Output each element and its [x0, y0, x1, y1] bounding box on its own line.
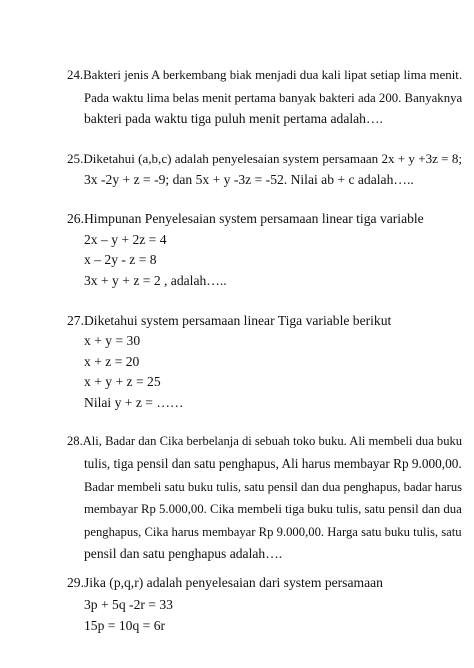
question-24-line-1: 24.Bakteri jenis A berkembang biak menjadi dua kali lipat setiap lima menit. — [67, 68, 463, 82]
question-27-question-line: Nilai y + z = …… — [84, 395, 184, 410]
question-24-line-2: Pada waktu lima belas menit pertama banyak bakteri ada 200. Banyaknya — [84, 91, 463, 105]
question-26-equation-2: x – 2y - z = 8 — [84, 252, 157, 267]
question-27-equation-2: x + z = 20 — [84, 354, 140, 369]
question-28-line-6: pensil dan satu penghapus adalah…. — [84, 546, 283, 561]
question-27-equation-1: x + y = 30 — [84, 333, 141, 348]
question-28-line-3: Badar membeli satu buku tulis, satu pensil dan dua penghapus, badar harus — [84, 480, 463, 494]
question-28-line-1: 28.Ali, Badar dan Cika berbelanja di sebuah toko buku. Ali membeli dua buku — [67, 434, 463, 448]
question-26-equation-3: 3x + y + z = 2 , adalah….. — [84, 273, 227, 288]
question-28-line-2: tulis, tiga pensil dan satu penghapus, Ali harus membayar Rp 9.000,00. — [84, 456, 462, 471]
question-27-line-1: 27.Diketahui system persamaan linear Tiga variable berikut — [67, 313, 392, 328]
question-27-equation-3: x + y + z = 25 — [84, 374, 161, 389]
question-26-line-1: 26.Himpunan Penyelesaian system persamaan linear tiga variable — [67, 211, 424, 226]
question-29-equation-1: 3p + 5q -2r = 33 — [84, 597, 173, 612]
question-25-line-2: 3x -2y + z = -9; dan 5x + y -3z = -52. Nilai ab + c adalah….. — [84, 172, 414, 187]
question-25-line-1: 25.Diketahui (a,b,c) adalah penyelesaian system persamaan 2x + y +3z = 8; — [67, 151, 462, 166]
question-26-equation-1: 2x – y + 2z = 4 — [84, 232, 167, 247]
question-24-line-3: bakteri pada waktu tiga puluh menit pertama adalah…. — [84, 111, 383, 126]
question-28-line-4: membayar Rp 5.000,00. Cika membeli tiga buku tulis, satu pensil dan dua — [84, 502, 462, 516]
question-29-line-1: 29.Jika (p,q,r) adalah penyelesaian dari system persamaan — [67, 575, 383, 590]
question-28-line-5: penghapus, Cika harus membayar Rp 9.000,00. Harga satu buku tulis, satu — [84, 525, 462, 539]
question-29-equation-2: 15p = 10q = 6r — [84, 618, 166, 633]
